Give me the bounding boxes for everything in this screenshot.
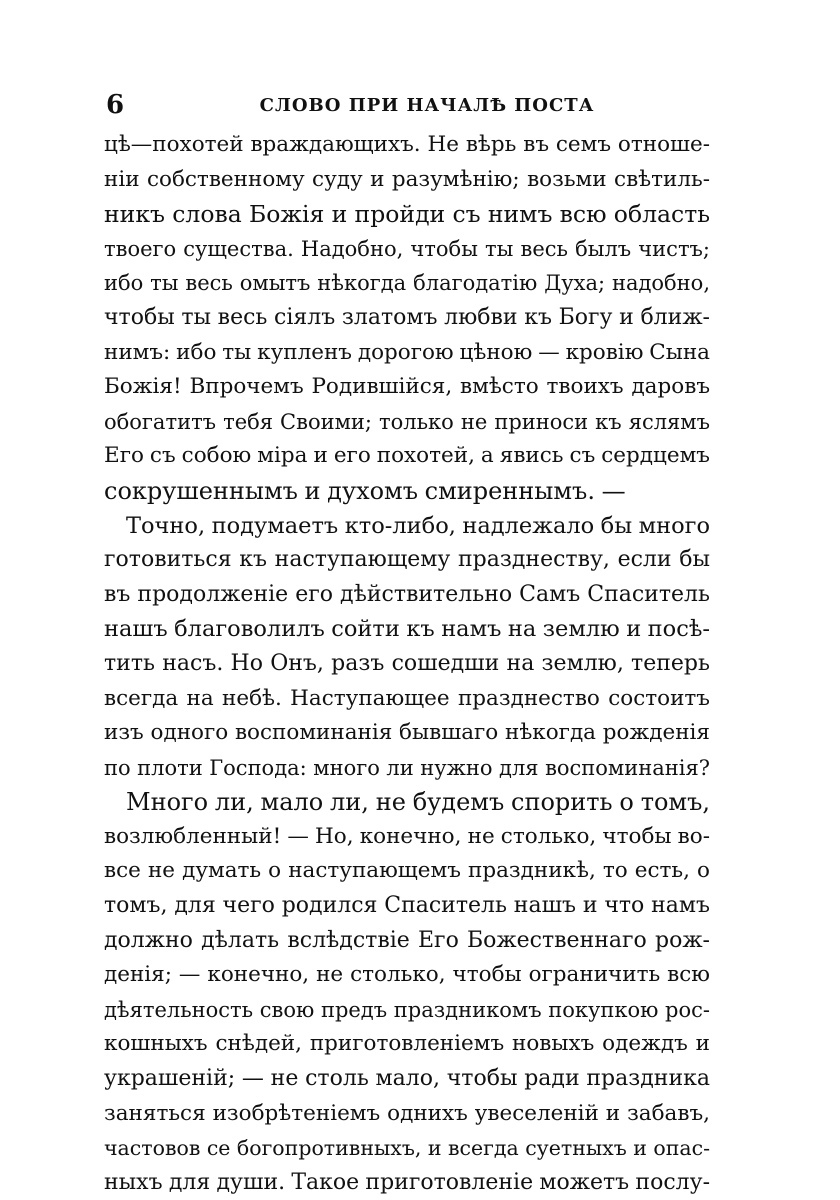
text-line: украшеній; — не столь мало, чтобы ради праздника — [104, 1066, 710, 1092]
text-line: Много ли, мало ли, не будемъ спорить о томъ, — [126, 788, 710, 817]
text-line: нашъ благоволилъ сойти къ намъ на землю и посѣ- — [104, 616, 710, 643]
text-line: всегда на небѣ. Наступающее празднество состоитъ — [104, 685, 710, 711]
body-text — [104, 128, 710, 1200]
text-line: тить насъ. Но Онъ, разъ сошедши на землю, теперь — [104, 650, 710, 676]
text-line: изъ одного воспоминанія бывшаго нѣкогда рожденія — [104, 720, 710, 746]
text-line: заняться изобрѣтеніемъ однихъ увеселеній и забавъ, — [104, 1100, 710, 1126]
text-line: нимъ: ибо ты купленъ дорогою цѣною — кровію Сына — [104, 339, 710, 365]
text-line: ныхъ для души. Такое приготовленіе можетъ послу- — [104, 1169, 710, 1195]
page-number: 6 — [106, 90, 125, 120]
text-line: дѣятельность свою предъ праздникомъ покупкою рос- — [104, 997, 710, 1022]
text-line: денія; — конечно, не столько, чтобы ограничить всю — [104, 962, 710, 988]
text-line: обогатитъ тебя Своими; только не приноси къ яслямъ — [104, 409, 710, 434]
text-line: Точно, подумаетъ кто-либо, надлежало бы много — [126, 512, 710, 539]
text-line: кошныхъ снѣдей, приготовленіемъ новыхъ одеждъ и — [104, 1031, 710, 1057]
text-line: въ продолженіе его дѣйствительно Самъ Спаситель — [104, 581, 710, 607]
text-line: все не думать о наступающемъ праздникѣ, то есть, о — [104, 858, 710, 884]
text-line: цѣ—похотей враждающихъ. Не вѣрь въ семъ отноше- — [104, 132, 710, 157]
text-line: по плоти Господа: много ли нужно для воспоминанія? — [104, 755, 710, 780]
text-line: возлюбленный! — Но, конечно, не столько, чтобы во- — [104, 823, 710, 849]
text-line: Божія! Впрочемъ Родившійся, вмѣсто твоихъ даровъ — [104, 374, 710, 400]
text-line: ніи собственному суду и разумѣнію; возьми свѣтиль- — [104, 166, 710, 192]
text-line: готовиться къ наступающему празднеству, если бы — [104, 547, 710, 573]
text-line: твоего существа. Надобно, чтобы ты весь былъ чистъ; — [104, 236, 710, 261]
text-line: частовов се богопротивныхъ, и всегда суетныхъ и опас- — [104, 1136, 710, 1161]
page-header — [104, 86, 710, 126]
book-page — [104, 86, 710, 1195]
text-line: ибо ты весь омытъ нѣкогда благодатію Духа; надобно, — [104, 271, 710, 296]
text-line: должно дѣлать вслѣдствіе Его Божественнаго рож- — [104, 927, 710, 953]
text-line: никъ слова Божія и пройди съ нимъ всю область — [104, 200, 710, 229]
text-line: сокрушеннымъ и духомъ смиреннымъ. — — [104, 476, 626, 505]
running-title: СЛОВО ПРИ НАЧАЛѢ ПОСТА — [259, 95, 595, 116]
text-line: Его съ собою міра и его похотей, а явись съ сердцемъ — [104, 443, 710, 469]
text-line: чтобы ты весь сіялъ златомъ любви къ Богу и ближ- — [104, 304, 710, 330]
text-line: томъ, для чего родился Спаситель нашъ и что намъ — [104, 893, 710, 919]
